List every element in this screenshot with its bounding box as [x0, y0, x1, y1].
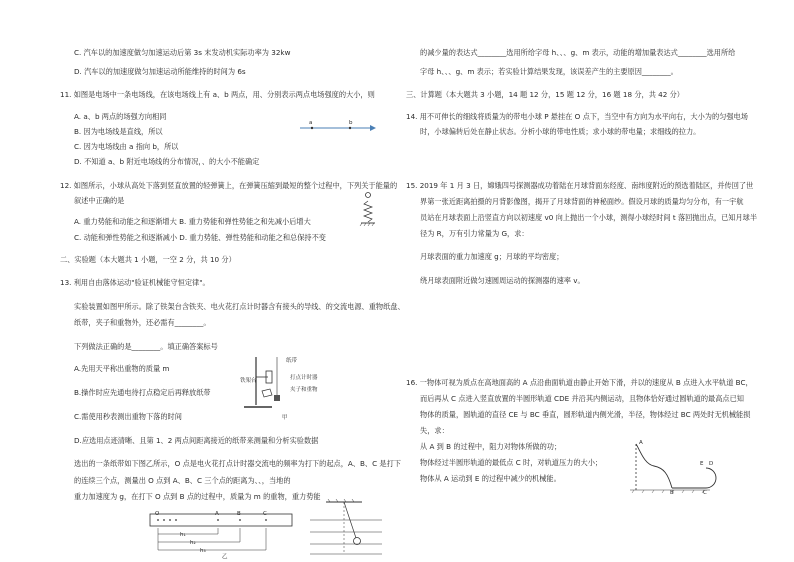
q13-option-a: A.先用天平称出重物的质量 m [74, 364, 170, 373]
q12-stem-line1: 12. 如图所示，小球从高处下落到竖直放置的轻弹簧上，在弹簧压缩到最短的整个过程中，下列关于能量的 [60, 181, 398, 190]
q11-option-d: D. 不知道 a、b 附近电场线的分布情况，、的大小不能确定 [74, 157, 260, 166]
q11-option-c: C. 因为电场线由 a 指向 b，所以 [74, 142, 179, 151]
option-d-prev: D. 汽车以的加速度做匀加速运动所能维持的时间为 6s [74, 67, 246, 76]
q13-stem: 13. 利用自由落体运动"验证机械能守恒定律"。 [60, 278, 210, 287]
q13-continued-line2: 字母 h、、、g、m 表示；若实验计算结果发现，该误差产生的主要原因________。 [420, 67, 678, 76]
q11-stem: 11. 如图是电场中一条电场线，在该电场线上有 a、b 两点，用、分别表示两点电场强度的大小，则 [60, 90, 375, 99]
q12-stem-line2: 叙述中正确的是 [74, 196, 125, 205]
q16-line3: 物体的质量，圆轨道的直径 CE 与 BC 垂直，圆形轨道内侧光滑，半径，物体经过 BC 两处时无机械能损 [420, 410, 751, 419]
q13-option-c: C.需使用秒表测出重物下落的时间 [74, 412, 182, 421]
q11-option-b: B. 因为电场线是直线，所以 [74, 127, 163, 136]
q15-line3: 员站在月球表面上沿竖直方向以初速度 v0 向上抛出一个小球，测得小球经时间 t 落回抛出点，已知月球半 [420, 213, 758, 222]
q13-para5: 的连续三个点，测量出 O 点到 A、B、C 三个点的距离为、、，当地的 [74, 476, 291, 485]
label-timer: 打点计时器 [290, 375, 318, 381]
track-label-D: D [709, 461, 714, 467]
q12-option-cd: C. 动能和弹性势能之和逐渐减小 D. 重力势能、弹性势能和动能之和总保持不变 [74, 233, 326, 242]
q12-option-ab: A. 重力势能和动能之和逐渐增大 B. 重力势能和弹性势能之和先减小后增大 [74, 217, 311, 226]
spring-figure [358, 192, 378, 230]
q15-line1: 15. 2019 年 1 月 3 日，嫦娥四号探测器成功着陆在月球背面东经度、南纬度附近的预选着陆区，并传回了世 [406, 181, 754, 190]
tape-label-h2: h₂ [190, 540, 196, 546]
q13-option-d: D.应选用点迹清晰、且第 1、2 两点间距离接近的纸带来测量和分析实验数据 [74, 436, 319, 445]
tape-label-h3: h₃ [200, 548, 206, 554]
track-figure [630, 440, 730, 496]
q13-para3: 下列做法正确的是________。填正确答案标号 [74, 342, 218, 351]
label-yi: 乙 [222, 554, 228, 560]
q16-line1: 16. 一物体可视为质点在高地面高的 A 点沿曲面轨道由静止开始下滑，并以的速度从 B 点进入水平轨道 BC， [406, 378, 753, 387]
field-label-a: a [309, 120, 313, 126]
tape-label-C: C [263, 511, 267, 517]
label-jia: 甲 [282, 415, 288, 421]
section-3-heading: 三、计算题（本大题共 3 小题，14 题 12 分，15 题 12 分，16 题 18 分，共 42 分） [406, 90, 684, 99]
tape-label-O: O [155, 511, 160, 517]
q14-line1: 14. 用不可伸长的细线将质量为的带电小球 P 悬挂在 O 点下，当空中有方向为水平向右，大小为的匀强电场 [406, 112, 748, 121]
track-label-E: E [700, 461, 704, 467]
track-label-A: A [639, 440, 643, 446]
q13-para1: 实验装置如图甲所示。除了铁架台含铁夹、电火花打点计时器含有接头的导线、的交流电源、重物纸盘、 [74, 302, 405, 311]
q13-para6: 重力加速度为 g，在打下 O 点到 B 点的过程中，质量为 m 的重物，重力势能 [74, 492, 321, 501]
q15-line2: 界第一张近距离拍摄的月背影像图，揭开了月球背面的神秘面纱。假设月球的质量均匀分布，有一宇航 [420, 197, 744, 206]
q13-para4: 选出的一条纸带如下图乙所示，O 点是电火花打点计时器交流电的频率为打下的起点，A、B、C 是打下 [74, 459, 401, 468]
q16-line7: 物体从 A 运动到 E 的过程中减少的机械能。 [420, 474, 561, 483]
q16-line2: 而后再从 C 点进入竖直放置的半圆形轨道 CDE 并沿其内侧运动，且物体恰好通过圆轨道的最高点已知 [420, 394, 744, 403]
q11-option-a: A. a、b 两点的场强方向相同 [74, 112, 167, 121]
label-stand: 铁架台 [240, 378, 257, 384]
pendulum-field-figure [306, 500, 386, 558]
q13-para2: 纸带，夹子和重物外，还必需有________。 [74, 318, 211, 327]
track-label-C: C [703, 490, 707, 496]
q13-continued-line1: 的减少量的表达式________选用所给字母 h、、、g、m 表示，动能的增加量表达式________选用所给 [420, 48, 736, 57]
q16-line6: 物体经过半圆形轨道的最低点 C 时，对轨道压力的大小； [420, 458, 603, 467]
q15-line6: 绕月球表面附近做匀速圆周运动的探测器的速率 v。 [420, 276, 585, 285]
tape-label-A: A [215, 511, 219, 517]
label-tape: 纸带 [286, 358, 298, 364]
q15-line5: 月球表面的重力加速度 g；月球的平均密度； [420, 252, 564, 261]
q16-line5: 从 A 到 B 的过程中，阻力对物体所做的功； [420, 442, 562, 451]
q14-line2: 时，小球偏转后处在静止状态。分析小球的带电性质；求小球的带电量；求细线的拉力。 [420, 127, 701, 136]
label-clamp: 夹子和重物 [290, 387, 318, 393]
q16-line4: 失，求： [420, 426, 449, 435]
tape-label-h1: h₁ [180, 532, 186, 538]
track-label-B: B [670, 490, 674, 496]
field-label-b: b [349, 120, 353, 126]
section-2-heading: 二、实验题（本大题共 1 小题，一空 2 分，共 10 分） [60, 255, 236, 264]
option-c-prev: C. 汽车以的加速度做匀加速运动后第 3s 末发动机实际功率为 32kw [74, 48, 291, 57]
q13-option-b: B.操作时应先通电待打点稳定后再释放纸带 [74, 388, 211, 397]
q15-line4: 径为 R，万有引力常量为 G，求： [420, 229, 529, 238]
tape-label-B: B [237, 511, 241, 517]
